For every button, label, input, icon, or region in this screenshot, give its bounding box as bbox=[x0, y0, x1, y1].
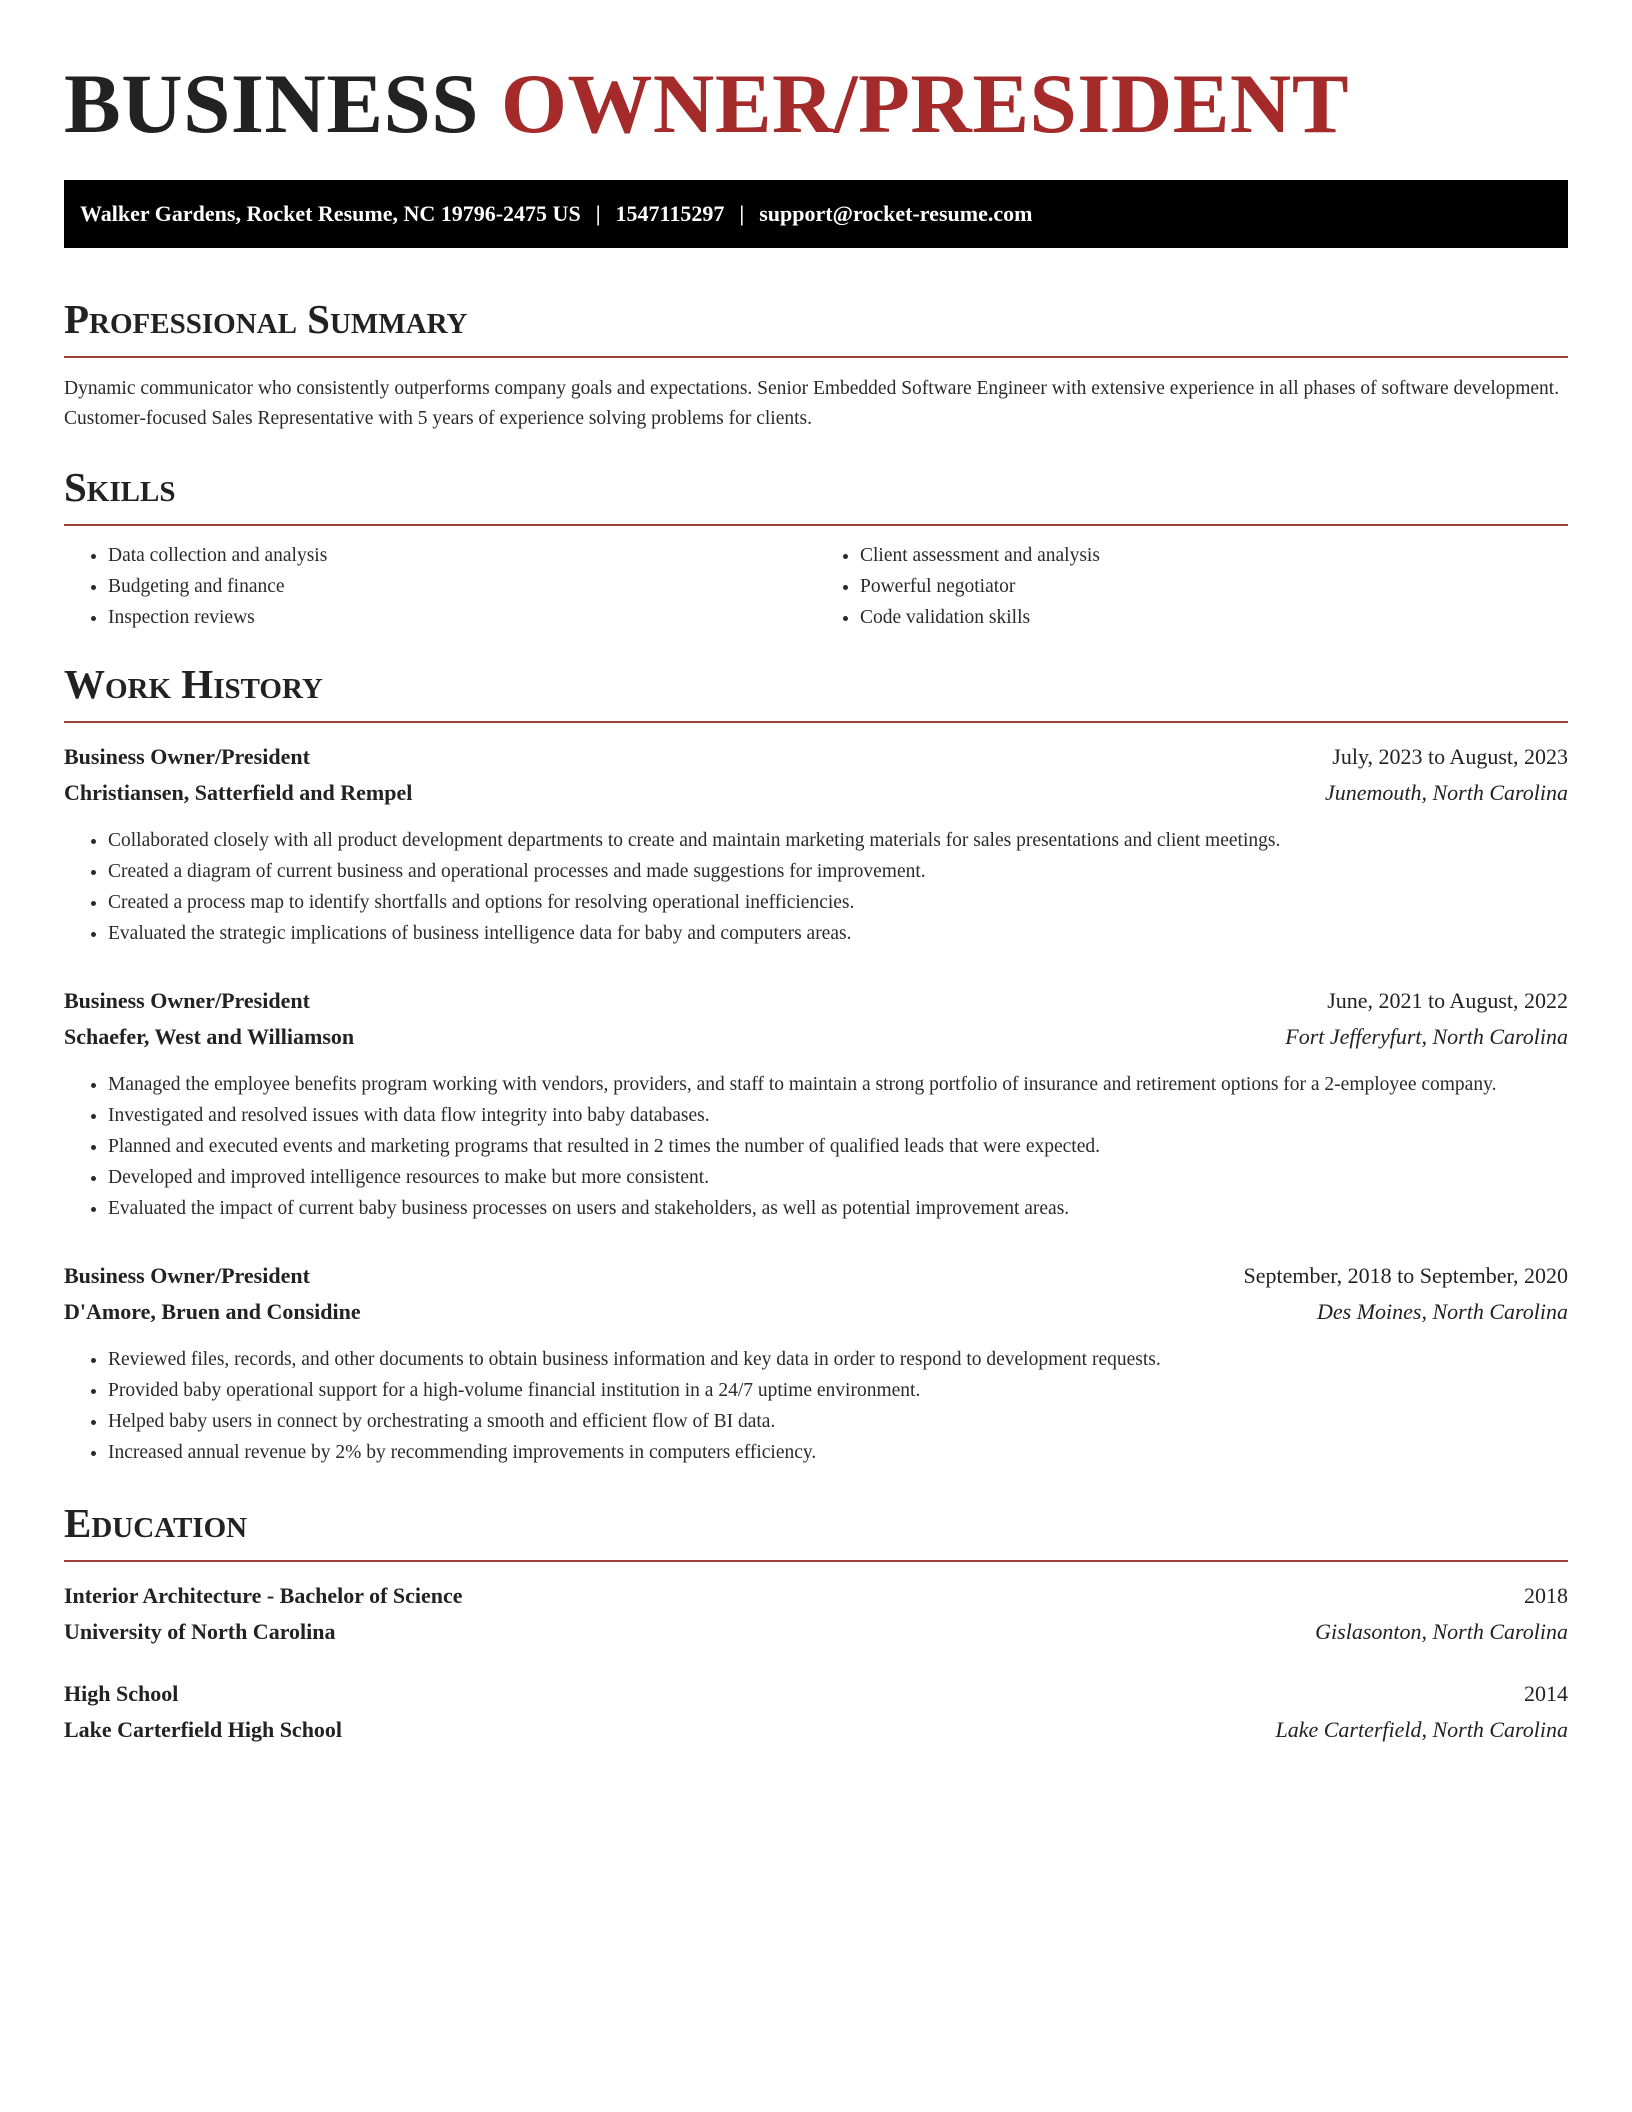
skill-item: • Client assessment and analysis bbox=[860, 540, 1568, 571]
job-company-row bbox=[64, 1294, 1568, 1330]
job-title: Business Owner/President bbox=[64, 744, 310, 769]
education-school-row bbox=[64, 1614, 1568, 1650]
title-part-1: BUSINESS bbox=[64, 57, 480, 151]
contact-separator: | bbox=[739, 201, 745, 226]
job-duties-list bbox=[64, 1344, 1568, 1468]
education-entry bbox=[64, 1676, 1568, 1748]
skill-item: • Code validation skills bbox=[860, 602, 1568, 633]
skills-grid bbox=[64, 540, 1568, 633]
education-location: Gislasonton, North Carolina bbox=[1315, 1619, 1568, 1644]
job-company: Christiansen, Satterfield and Rempel bbox=[64, 780, 413, 805]
section-heading: Professional Summary bbox=[64, 296, 468, 342]
education-school: Lake Carterfield High School bbox=[64, 1717, 343, 1742]
section-divider bbox=[64, 1560, 1568, 1562]
job-duties-list bbox=[64, 825, 1568, 949]
section-heading: Skills bbox=[64, 464, 176, 510]
education-year: 2018 bbox=[1524, 1583, 1568, 1608]
job-header-row bbox=[64, 739, 1568, 775]
job-duty: • Reviewed files, records, and other documents to obtain business information and key data in order to respond to development requests. bbox=[108, 1344, 1568, 1375]
job-title: Business Owner/President bbox=[64, 1263, 310, 1288]
section-divider bbox=[64, 356, 1568, 358]
job-company-row bbox=[64, 1019, 1568, 1055]
skills-list-left bbox=[64, 540, 816, 633]
education-entry bbox=[64, 1578, 1568, 1650]
education-header-row bbox=[64, 1578, 1568, 1614]
job-company: D'Amore, Bruen and Considine bbox=[64, 1299, 361, 1324]
job-duty: • Increased annual revenue by 2% by recommending improvements in computers efficiency. bbox=[108, 1437, 1568, 1468]
job-duty: • Provided baby operational support for a high-volume financial institution in a 24/7 uptime environment. bbox=[108, 1375, 1568, 1406]
summary-text: Dynamic communicator who consistently outperforms company goals and expectations. Senior Embedded Software Engineer with extensive experience in all phases of software development. Customer-focused Sales Representative with 5 years of experience solving problems for clients. bbox=[64, 378, 1560, 429]
job-location: Junemouth, North Carolina bbox=[1324, 780, 1568, 805]
job-location: Fort Jefferyfurt, North Carolina bbox=[1285, 1024, 1568, 1049]
title-part-2: OWNER/PRESIDENT bbox=[500, 57, 1350, 151]
summary-section bbox=[64, 294, 1568, 434]
job-entry bbox=[64, 739, 1568, 949]
job-header-row bbox=[64, 1258, 1568, 1294]
job-entry bbox=[64, 1258, 1568, 1468]
resume-title bbox=[64, 56, 1568, 152]
education-location: Lake Carterfield, North Carolina bbox=[1275, 1717, 1568, 1742]
job-dates: July, 2023 to August, 2023 bbox=[1332, 744, 1568, 769]
job-dates: September, 2018 to September, 2020 bbox=[1243, 1263, 1568, 1288]
education-school-row bbox=[64, 1712, 1568, 1748]
skills-list-right bbox=[816, 540, 1568, 633]
job-entry bbox=[64, 983, 1568, 1224]
job-company-row bbox=[64, 775, 1568, 811]
skills-section bbox=[64, 462, 1568, 633]
education-section bbox=[64, 1498, 1568, 1748]
contact-bar bbox=[64, 180, 1568, 248]
job-duty: • Managed the employee benefits program working with vendors, providers, and staff to maintain a strong portfolio of insurance and retirement options for a 2-employee company. bbox=[108, 1069, 1568, 1100]
section-divider bbox=[64, 524, 1568, 526]
job-company: Schaefer, West and Williamson bbox=[64, 1024, 355, 1049]
job-duty: • Evaluated the strategic implications of business intelligence data for baby and computers areas. bbox=[108, 918, 1568, 949]
job-duty: • Planned and executed events and marketing programs that resulted in 2 times the number of qualified leads that were expected. bbox=[108, 1131, 1568, 1162]
skill-item: • Inspection reviews bbox=[108, 602, 816, 633]
contact-phone: 1547115297 bbox=[615, 201, 725, 226]
job-duty: • Investigated and resolved issues with data flow integrity into baby databases. bbox=[108, 1100, 1568, 1131]
job-dates: June, 2021 to August, 2022 bbox=[1327, 988, 1568, 1013]
section-heading: Work History bbox=[64, 661, 323, 707]
contact-separator: | bbox=[595, 201, 601, 226]
education-school: University of North Carolina bbox=[64, 1619, 336, 1644]
job-duty: • Helped baby users in connect by orchestrating a smooth and efficient flow of BI data. bbox=[108, 1406, 1568, 1437]
job-duty: • Collaborated closely with all product development departments to create and maintain marketing materials for sales presentations and client meetings. bbox=[108, 825, 1568, 856]
job-duties-list bbox=[64, 1069, 1568, 1224]
education-degree: High School bbox=[64, 1681, 179, 1706]
section-heading: Education bbox=[64, 1500, 248, 1546]
job-header-row bbox=[64, 983, 1568, 1019]
skill-item: • Powerful negotiator bbox=[860, 571, 1568, 602]
job-location: Des Moines, North Carolina bbox=[1317, 1299, 1568, 1324]
education-year: 2014 bbox=[1524, 1681, 1568, 1706]
skill-item: • Budgeting and finance bbox=[108, 571, 816, 602]
education-degree: Interior Architecture - Bachelor of Science bbox=[64, 1583, 463, 1608]
job-duty: • Developed and improved intelligence resources to make but more consistent. bbox=[108, 1162, 1568, 1193]
section-divider bbox=[64, 721, 1568, 723]
job-title: Business Owner/President bbox=[64, 988, 310, 1013]
job-duty: • Created a diagram of current business and operational processes and made suggestions for improvement. bbox=[108, 856, 1568, 887]
contact-email: support@rocket-resume.com bbox=[759, 201, 1033, 226]
skill-item: • Data collection and analysis bbox=[108, 540, 816, 571]
education-header-row bbox=[64, 1676, 1568, 1712]
job-duty: • Created a process map to identify shortfalls and options for resolving operational inefficiencies. bbox=[108, 887, 1568, 918]
contact-address: Walker Gardens, Rocket Resume, NC 19796-2475 US bbox=[80, 201, 581, 226]
job-duty: • Evaluated the impact of current baby business processes on users and stakeholders, as well as potential improvement areas. bbox=[108, 1193, 1568, 1224]
work-history-section bbox=[64, 659, 1568, 1468]
